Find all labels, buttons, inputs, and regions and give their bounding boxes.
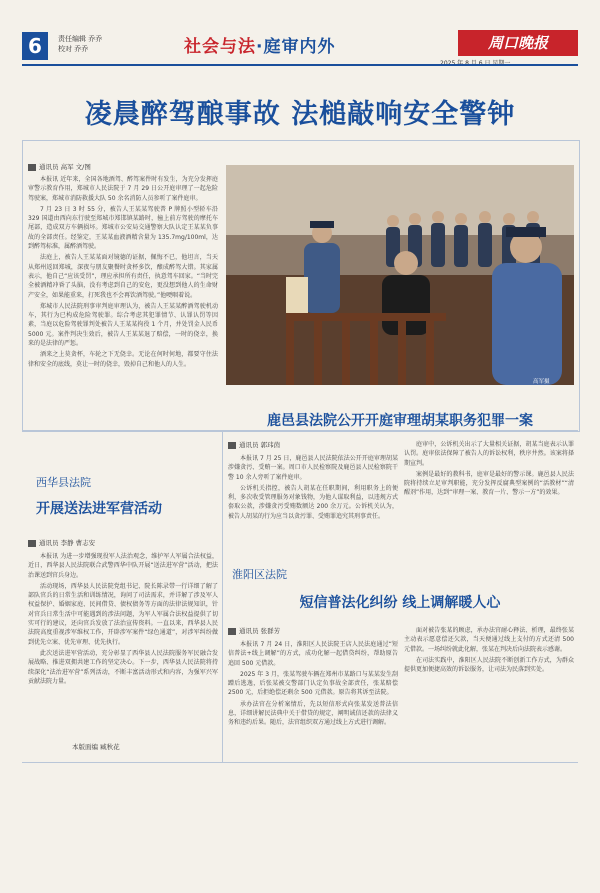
section-divider (22, 430, 578, 431)
byline-icon (28, 540, 36, 547)
section3-body-col2 (404, 626, 574, 760)
section3-court-name: 淮阳区法院 (232, 568, 287, 581)
section3-byline-text: 通讯员 张群芳 (239, 627, 281, 635)
editor-line: 责任编辑 乔乔 (58, 35, 103, 43)
byline-icon (228, 628, 236, 635)
article1-byline-text: 通讯员 高军 文/图 (39, 163, 91, 171)
article2-paragraph: 公诉机关指控，被告人胡某在任职期间，利用职务上的便利，多次收受管理服务对象钱物，为他人谋取利益，以违规方式套取公款，涉嫌贪污受贿数额达 200 余万元。公诉机关认为，被告人胡某的行为应当以贪污罪、受贿罪追究其刑事责任。 (228, 484, 398, 520)
section2-paragraph: 本报讯 为进一步增强现役军人法治观念，维护军人军属合法权益，近日，西华县人民法院联合武警西华中队开展“送法进军营”活动，把法治课送到官兵身边。 (28, 553, 218, 579)
article1-paragraph: 酒来之上莫贪杯，车轮之下无侥幸。无论在何时何地，都要守住法律和安全的底线，莫让一时的侥幸，毁掉自己和他人的人生。 (28, 351, 218, 368)
section2-byline-text: 通讯员 李静 曹志安 (39, 539, 96, 547)
proofreader-line: 校对 乔乔 (58, 45, 89, 53)
column-divider (222, 432, 223, 762)
newspaper-logo: 周口晚报 (458, 30, 578, 56)
section3-paragraph: 在司法实践中，淮阳区人民法院不断创新工作方式，为群众提供更加便捷高效的诉讼服务，让司法为民落到实处。 (404, 656, 574, 674)
section3-paragraph: 面对被告张某的顾虑，承办法官耐心释法、析理，最终张某主动表示愿意偿还欠款，当天便通过线上支付的方式还清 500 元借款。一场纠纷就此化解，张某在判决后向法院表示感谢。 (404, 627, 574, 653)
article1-byline (28, 162, 91, 171)
section3-byline (228, 626, 280, 635)
footer-editor: 本版面编 臧秋花 (72, 743, 120, 751)
article1-paragraph: 本报讯 近年来，全国各地酒驾、醉驾案件时有发生，为充分发挥庭审警示教育作用，郑城市人民法院于 7 月 29 日公开庭审理了一起危险驾驶案，郑城市消防救援大队 50 余名消防人员参听了案件庭审。 (28, 176, 218, 202)
photo-caption: 高军摄 (533, 379, 550, 385)
article1-paragraph: 郑城市人民法院刑事审判庭审理认为，被告人王某某醉酒驾驶机动车，其行为已构成危险驾驶罪。综合考虑其犯罪情节、认罪认罚等因素，当庭以危险驾驶罪判处被告人王某某拘役 1 个月，并处罚金人民币 5000 元。案件判决生效后，被告人王某某退了赔偿，一时的侥幸，换来的是法律的严惩。 (28, 302, 218, 348)
section2-paragraph: 活动现场，西华县人民法院党组书记、院长陈录带一行详细了解了部队官兵的日常生活和训练情况，询问了司法需求，并详解了涉及军人权益保护、婚姻家庭、民间借贷、债权债务等方面的法律法规知识，针对官兵日常生活中可能遇到的涉法问题，为军人军属合法权益提供了切实可行的建议，还向官兵发放了法治宣传资料。一直以来，西华县人民法院高度重视涉军维权工作，开辟涉军案件“绿色通道”，对涉军纠纷做到优先立案、优先审理、优先执行。 (28, 582, 218, 646)
article1-body (28, 175, 218, 425)
section3-paragraph: 2025 年 3 月，张某驾驶车辆在郑州市某路口与某某发生刮蹭后逃逸，后张某被交警部门认定负事故全部责任，张某赔偿 2500 元，后拒绝偿还剩余 500 元借款。原告将其诉至法院。 (228, 670, 398, 697)
article2-headline: 鹿邑县法院公开开庭审理胡某职务犯罪一案 (267, 413, 533, 429)
section3-paragraph: 承办法官在分析案情后，先以短信形式向张某发送普法信息，详细讲解民法典中关于借贷的规定，阐明诚信还款的法律义务和违约后果。随后，法官组织双方通过线上方式进行调解。 (228, 700, 398, 727)
section2-byline (28, 538, 95, 547)
article2-body-col1 (228, 454, 398, 562)
article1-paragraph: 法庭上，被告人王某某面对镜德的证据，佩悔不已，他坦言，当天从郑州返回郑城，深夜与朋友聚餐时贪杯多饮，酿成醉驾大错。其家属表示，他自己“应该受罚”，理应承担所有责任，执意驾车回家。“当时完全被酒精冲昏了头脑，没有考虑到自己的安危，更没想到他人的生命财产安全，如果能重来，打死我也不会再饮酒驾驶。”他哽咽着说。 (28, 254, 218, 299)
article1-paragraph: 7 月 23 日 3 时 55 分，被告人王某某驾驶普 P 牌照小型轿车沿 329 国道由西向东行驶至郑城市郑邯镇某路时，撞上前方驾驶的摩托车尾部，造成双方车辆损坏。郑城市公安局交通警察大队认定王某某负事故的全部责任。经鉴定，王某某血液酒精含量为 135.7mg/100ml，达到醉驾标准，属醉酒驾驶。 (28, 205, 218, 251)
column-title-blue: ·庭审内外 (256, 37, 336, 57)
article2-body-col2 (404, 440, 574, 562)
article2-byline (228, 440, 280, 449)
header-rule (22, 64, 578, 66)
section2-title: 开展送法进军营活动 (36, 501, 162, 517)
courtroom-photo (226, 165, 574, 385)
article2-byline-text: 通讯员 郭玮茵 (239, 441, 281, 449)
section2-paragraph: 此次送法进军营活动，充分彰显了西华县人民法院服务军民融合发展战略、推进双拥共建工作的坚定决心。下一步，西华县人民法院将持续深化“法治进军营”系列活动，不断丰富活动形式和内容，为强军兴军贡献法院力量。 (28, 649, 218, 685)
section3-body-col1 (228, 640, 398, 760)
column-title (184, 32, 335, 57)
byline-icon (228, 442, 236, 449)
bottom-rule (22, 762, 578, 763)
editor-credit (58, 34, 102, 54)
page-number: 6 (22, 32, 48, 60)
article2-paragraph: 案例是最好的教科书，庭审是最好的警示课。鹿邑县人民法院将持续立足审判职能，充分发挥反腐典型案例的“活教材”“清醒剂”作用，达到“审理一案、教育一片、警示一方”的效果。 (404, 470, 574, 497)
main-headline: 凌晨醉驾酿事故 法槌敲响安全警钟 (84, 99, 516, 130)
article2-paragraph: 庭审中，公诉机关出示了大量相关证据，胡某当庭表示认罪认罚。庭审依法保障了被告人的诉讼权利，秩序井然。该案将择期宣判。 (404, 441, 574, 467)
article2-paragraph: 本报讯 7 月 25 日，鹿邑县人民法院依法公开开庭审理胡某涉嫌贪污、受贿一案。周口市人民检察院及鹿邑县人民检察院干警 10 余人旁听了案件庭审。 (228, 455, 398, 481)
byline-icon (28, 164, 36, 171)
courtroom-photo-illustration (226, 165, 574, 385)
section2-body (28, 552, 218, 734)
section3-paragraph: 本报讯 7 月 24 日，淮阳区人民法院王店人民法庭通过“短信普法+线上调解”的方式，成功化解一起借贷纠纷，帮助原告追回 500 元借款。 (228, 641, 398, 667)
section2-court-name: 西华县法院 (36, 476, 91, 489)
column-title-red: 社会与法 (184, 37, 256, 57)
page-header (0, 0, 600, 64)
section3-title: 短信普法化纠纷 线上调解暖人心 (299, 595, 501, 611)
